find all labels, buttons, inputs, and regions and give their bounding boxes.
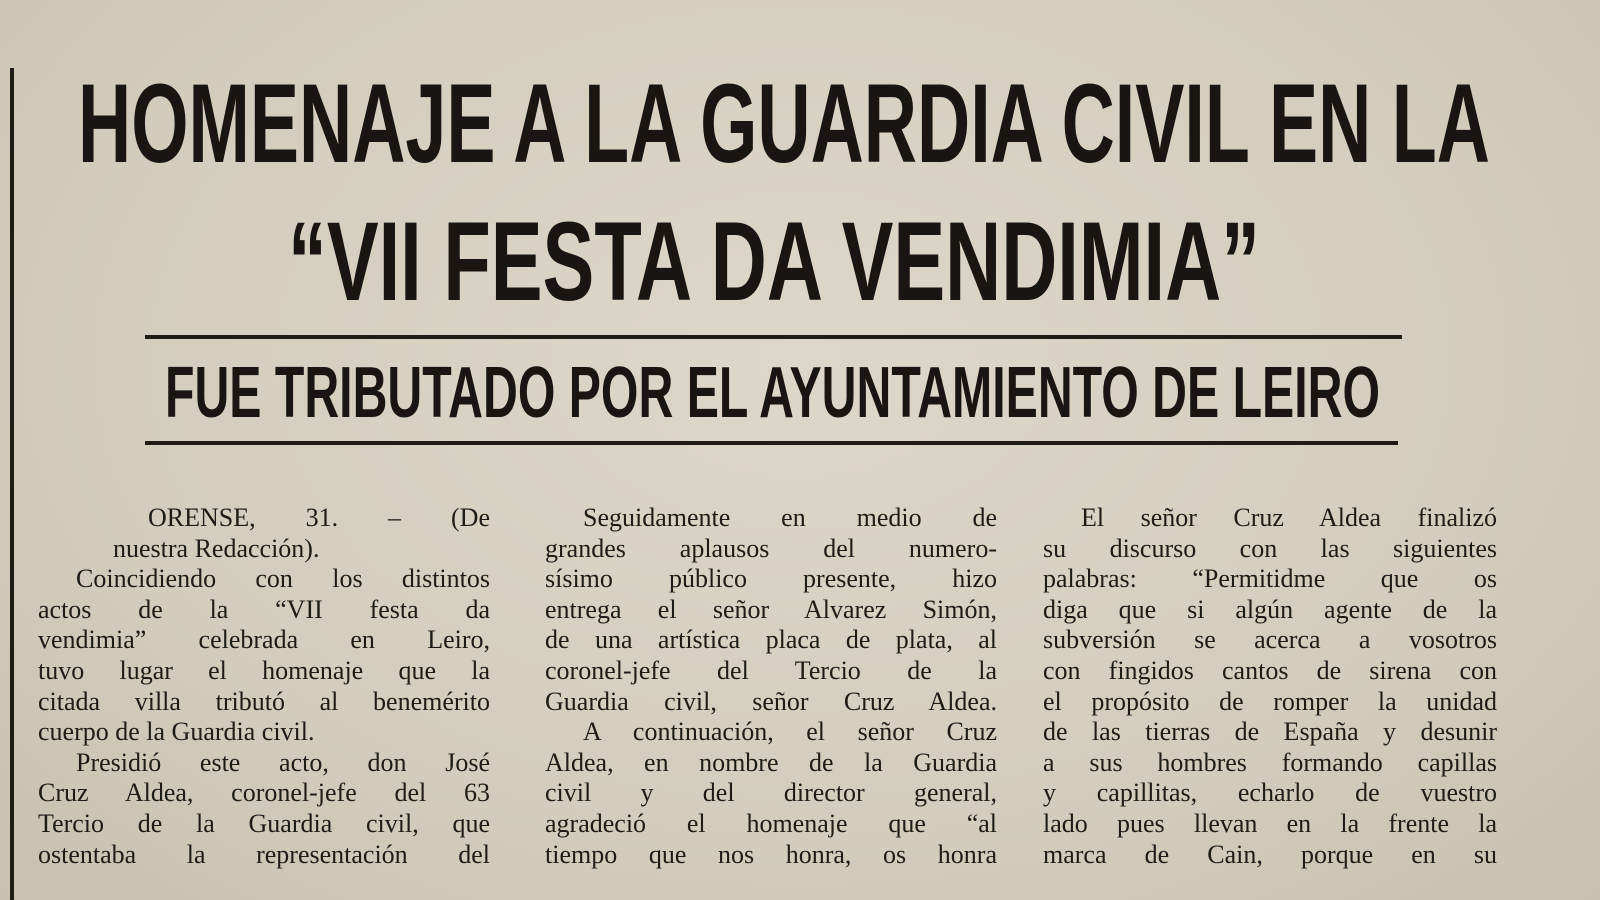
subheadline: FUE TRIBUTADO POR EL AYUNTAMIENTO DE LEIRO xyxy=(165,353,1380,433)
article-text-line: ostentaba la representación del xyxy=(38,839,490,869)
article-text-line: el propósito de romper la unidad xyxy=(1043,686,1497,716)
article-text-line: Cruz Aldea, coronel-jefe del 63 xyxy=(38,778,490,808)
article-text-line: civil y del director general, xyxy=(545,778,997,808)
article-text-line: tiempo que nos honra, os honra xyxy=(545,839,997,869)
article-text-line: Aldea, en nombre de la Guardia xyxy=(545,747,997,777)
article-text-line: de las tierras de España y desunir xyxy=(1043,717,1497,747)
article-text-line: sísimo público presente, hizo xyxy=(545,564,997,594)
article-text-line: grandes aplausos del numero- xyxy=(545,533,997,563)
article-column-2 xyxy=(545,503,997,870)
article-text-line: cuerpo de la Guardia civil. xyxy=(38,717,315,747)
article-text-line: actos de la “VII festa da xyxy=(38,594,490,624)
article-text-line: Guardia civil, señor Cruz Aldea. xyxy=(545,686,997,716)
article-column-1 xyxy=(38,503,490,870)
subheadline-bottom-rule xyxy=(145,441,1398,445)
article-text-line: nuestra Redacción). xyxy=(113,533,320,563)
article-text-line: marca de Cain, porque en su xyxy=(1043,839,1497,869)
article-text-line: y capillitas, echarlo de vuestro xyxy=(1043,778,1497,808)
headline-line-2: “VII FESTA DA VENDIMIA” xyxy=(288,199,1260,324)
article-text-line: Coincidiendo con los distintos xyxy=(76,564,490,594)
article-text-line: lado pues llevan en la frente la xyxy=(1043,808,1497,838)
article-text-line: tuvo lugar el homenaje que la xyxy=(38,655,490,685)
headline-line-1: HOMENAJE A LA GUARDIA CIVIL EN LA xyxy=(78,61,1490,186)
article-text-line: subversión se acerca a vosotros xyxy=(1043,625,1497,655)
article-text-line: Seguidamente en medio de xyxy=(583,503,997,532)
article-text-line: entrega el señor Alvarez Simón, xyxy=(545,594,997,624)
article-text-line: coronel-jefe del Tercio de la xyxy=(545,655,997,685)
article-text-line: Presidió este acto, don José xyxy=(76,747,490,777)
article-text-line: a sus hombres formando capillas xyxy=(1043,747,1497,777)
article-text-line: Tercio de la Guardia civil, que xyxy=(38,808,490,838)
article-column-3 xyxy=(1043,503,1497,870)
article-text-line: ORENSE, 31. – (De xyxy=(148,503,490,532)
article-text-line: de una artística placa de plata, al xyxy=(545,625,997,655)
article-text-line: su discurso con las siguientes xyxy=(1043,533,1497,563)
subheadline-top-rule xyxy=(145,335,1402,339)
article-text-line: con fingidos cantos de sirena con xyxy=(1043,655,1497,685)
article-text-line: agradeció el homenaje que “al xyxy=(545,808,997,838)
article-text-line: palabras: “Permitidme que os xyxy=(1043,564,1497,594)
article-text-line: El señor Cruz Aldea finalizó xyxy=(1081,503,1497,532)
article-text-line: diga que si algún agente de la xyxy=(1043,594,1497,624)
article-text-line: A continuación, el señor Cruz xyxy=(583,717,997,747)
article-text-line: citada villa tributó al benemérito xyxy=(38,686,490,716)
article-text-line: vendimia” celebrada en Leiro, xyxy=(38,625,490,655)
